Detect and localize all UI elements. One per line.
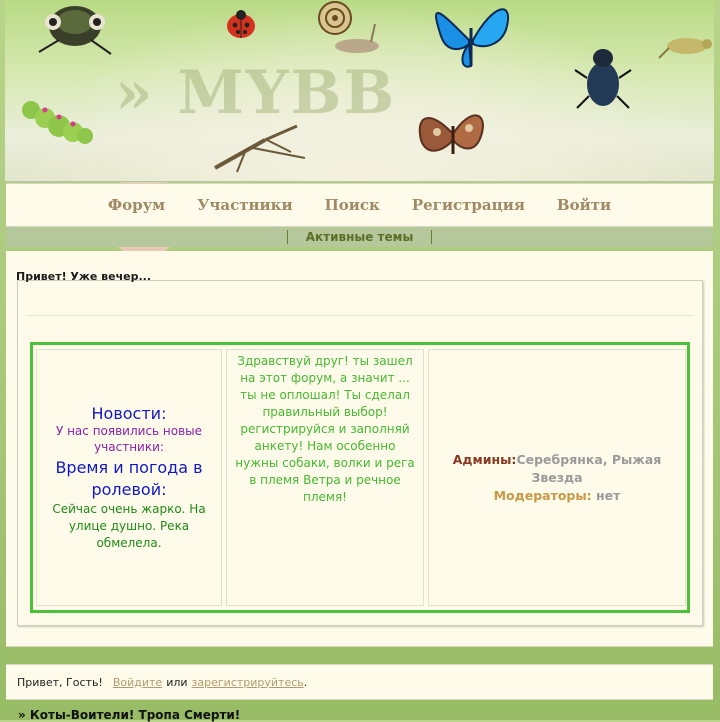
guest-status-bar xyxy=(6,664,713,700)
nav-forum-link[interactable]: Форум xyxy=(107,196,166,214)
weather-text: Сейчас очень жарко. На улице душно. Река обмелела. xyxy=(52,501,206,550)
nav-search-link[interactable]: Поиск xyxy=(324,196,380,214)
announcement-greeting: Привет! Уже вечер... xyxy=(16,270,151,283)
header-banner xyxy=(5,0,714,182)
news-column xyxy=(36,349,222,606)
welcome-column xyxy=(226,349,424,606)
announcement-table xyxy=(30,342,690,613)
moderators-label: Модераторы: xyxy=(493,487,592,503)
nav-members-link[interactable]: Участники xyxy=(197,196,293,214)
mantis-image xyxy=(205,118,315,174)
or-text: или xyxy=(166,675,188,689)
dark-beetle-image xyxy=(573,44,633,114)
active-topics-link[interactable]: Активные темы xyxy=(305,230,414,244)
grasshopper-image xyxy=(657,28,713,64)
admins-value: Серебрянка, Рыжая Звезда xyxy=(516,451,662,485)
moth-image xyxy=(411,100,495,164)
forum-title: » Коты-Воители! Тропа Смерти! xyxy=(18,708,241,722)
news-text: У нас появились новые участники: xyxy=(55,423,203,454)
divider xyxy=(27,315,693,316)
main-nav xyxy=(6,183,713,227)
nav-login-link[interactable]: Войти xyxy=(556,196,612,214)
period-text: . xyxy=(303,675,308,689)
caterpillar-image xyxy=(17,92,97,148)
moderators-line xyxy=(494,487,621,505)
ladybug-image xyxy=(223,8,259,40)
admins-label: Админы: xyxy=(452,451,517,467)
staff-column xyxy=(428,349,686,606)
snail-image xyxy=(313,0,383,60)
nav-register-link[interactable]: Регистрация xyxy=(411,196,525,214)
login-link[interactable]: Войдите xyxy=(112,675,163,689)
forum-logo: » MYBB xyxy=(115,58,397,128)
divider xyxy=(431,230,432,244)
sub-nav xyxy=(6,227,713,247)
butterfly-image xyxy=(429,0,515,76)
welcome-text: Здравствуй друг! ты зашел на этот форум, а значит ... ты не оплошал! Ты сделал правильный выбор! регистрируйся и заполняй анкету! Нам особенно нужны собаки, волки и рега в племя Ветра и речное племя! xyxy=(235,354,415,504)
beetle-image xyxy=(33,0,113,60)
register-link[interactable]: зарегистрируйтесь xyxy=(191,675,304,689)
guest-greeting: Привет, Гость! xyxy=(17,675,103,689)
weather-title: Время и погода в ролевой: xyxy=(55,457,203,499)
admins-line xyxy=(441,451,673,487)
moderators-value: нет xyxy=(596,487,621,503)
news-title: Новости: xyxy=(91,403,167,423)
